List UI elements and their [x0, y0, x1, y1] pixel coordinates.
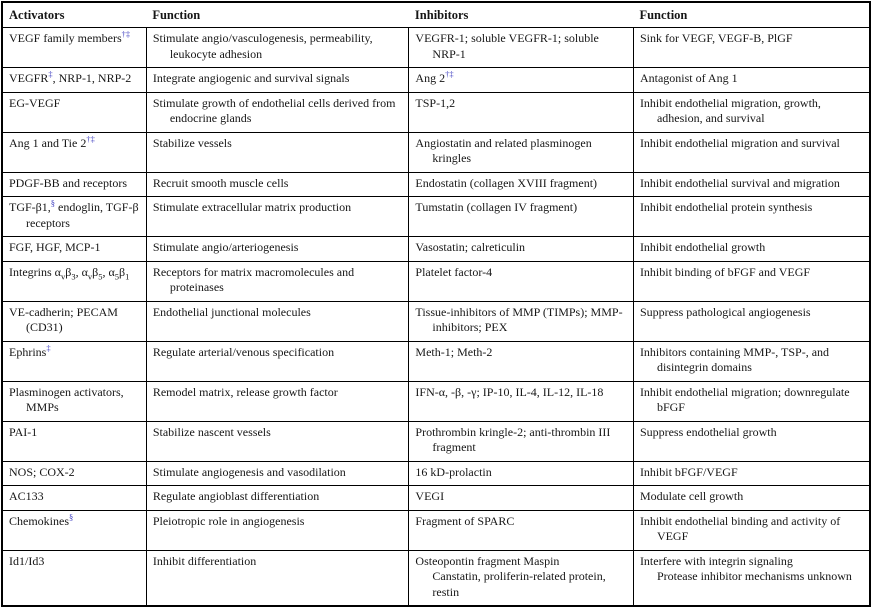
text-segment: Receptors for matrix macromolecules and proteinases [152, 264, 355, 294]
text-segment: Vasostatin; calreticulin [415, 240, 526, 254]
cell-inhibitor [409, 550, 634, 606]
cell-paragraph [640, 345, 863, 376]
table-row [2, 28, 870, 68]
cell-activator [2, 550, 146, 606]
cell-paragraph [415, 176, 627, 192]
text-segment: β [119, 264, 126, 279]
cell-inhibitor-function [633, 28, 870, 68]
footnote-marker: †‡ [445, 69, 454, 79]
cell-paragraph [415, 345, 627, 361]
text-segment: Pleiotropic role in angiogenesis [152, 513, 305, 528]
table-header [2, 2, 870, 28]
footnote-marker: ‡ [48, 69, 53, 79]
text-segment: VEGFR-1; soluble VEGFR-1; soluble NRP-1 [415, 31, 599, 61]
cell-inhibitor [409, 197, 634, 237]
cell-paragraph [153, 136, 403, 152]
cell-paragraph [415, 385, 627, 401]
text-segment: Stimulate angio/arteriogenesis [152, 240, 299, 254]
text-segment: , α [102, 264, 115, 279]
text-segment: Stimulate angiogenesis and vasodilation [152, 464, 346, 479]
cell-activator [2, 301, 146, 341]
cell-paragraph [415, 514, 627, 530]
cell-paragraph [657, 569, 863, 585]
cell-paragraph [415, 240, 627, 256]
header-inhibitor-function: Function [633, 2, 870, 28]
text-segment: Inhibit endothelial binding and activity of VEGF [639, 513, 841, 543]
cell-paragraph [153, 176, 403, 192]
cell-activator [2, 68, 146, 93]
cell-paragraph [153, 31, 403, 62]
cell-activator [2, 132, 146, 172]
text-segment: Modulate cell growth [639, 489, 744, 503]
subscript: v [87, 270, 93, 281]
cell-inhibitor-function [633, 486, 870, 511]
cell-activator [2, 421, 146, 461]
subscript: 3 [71, 270, 76, 281]
cell-activator [2, 486, 146, 511]
cell-activator [2, 92, 146, 132]
cell-paragraph [415, 554, 627, 570]
table-row [2, 172, 870, 197]
text-segment: Ephrins [9, 344, 47, 359]
text-segment: IFN-α, -β, -γ; IP-10, IL-4, IL-12, IL-18 [415, 384, 604, 399]
text-segment: Integrate angiogenic and survival signals [152, 71, 350, 85]
text-segment: Protease inhibitor mechanisms unknown [656, 569, 852, 583]
footnote-marker: § [50, 198, 56, 208]
cell-activator [2, 341, 146, 381]
text-segment: Stabilize nascent vessels [152, 424, 271, 439]
cell-activator-function [146, 132, 409, 172]
cell-paragraph [153, 71, 403, 87]
cell-activator-function [146, 237, 409, 262]
table-row [2, 132, 870, 172]
cell-paragraph [153, 200, 403, 216]
cell-paragraph [153, 465, 403, 481]
cell-paragraph [640, 514, 863, 545]
cell-activator [2, 261, 146, 301]
cell-paragraph [9, 176, 140, 192]
text-segment: , NRP-1, NRP-2 [52, 71, 132, 85]
cell-activator-function [146, 92, 409, 132]
cell-inhibitor-function [633, 68, 870, 93]
cell-paragraph [153, 345, 403, 361]
cell-paragraph [640, 489, 863, 505]
cell-paragraph [153, 489, 403, 505]
cell-inhibitor [409, 68, 634, 93]
table-row [2, 421, 870, 461]
text-segment: Ang 2 [415, 71, 446, 85]
text-segment: Endothelial junctional molecules [152, 304, 311, 319]
subscript: 1 [125, 270, 130, 281]
cell-paragraph [9, 554, 140, 570]
text-segment: Regulate angioblast differentiation [152, 489, 320, 503]
cell-activator-function [146, 341, 409, 381]
text-segment: EG-VEGF [9, 95, 61, 110]
header-row [2, 2, 870, 28]
text-segment: Endostatin (collagen XVIII fragment) [415, 175, 598, 190]
cell-activator-function [146, 381, 409, 421]
footnote-marker: § [69, 511, 74, 522]
footnote-marker: †‡ [86, 133, 95, 144]
cell-paragraph [153, 385, 403, 401]
cell-activator-function [146, 301, 409, 341]
cell-paragraph [640, 240, 863, 256]
text-segment: Platelet factor-4 [415, 264, 493, 279]
cell-paragraph [153, 265, 403, 296]
text-segment: VEGFR [9, 71, 49, 85]
text-segment: Recruit smooth muscle cells [152, 175, 289, 190]
text-segment: Inhibit endothelial migration; downregulate bFGF [639, 384, 850, 414]
cell-paragraph [9, 240, 140, 256]
cell-inhibitor [409, 28, 634, 68]
text-segment: Inhibit endothelial growth [639, 240, 766, 254]
cell-activator-function [146, 28, 409, 68]
table-body [2, 28, 870, 607]
text-segment: Sink for VEGF, VEGF-B, PlGF [639, 31, 793, 45]
cell-activator-function [146, 421, 409, 461]
cell-inhibitor [409, 172, 634, 197]
cell-inhibitor [409, 341, 634, 381]
cell-paragraph [640, 265, 863, 281]
text-segment: VEGI [415, 489, 445, 503]
text-segment: Tumstatin (collagen IV fragment) [415, 200, 578, 214]
text-segment: endoglin, TGF-β receptors [26, 200, 139, 230]
cell-activator-function [146, 486, 409, 511]
cell-activator [2, 197, 146, 237]
table-row [2, 301, 870, 341]
cell-paragraph [640, 554, 863, 570]
cell-paragraph [153, 554, 403, 570]
text-segment: Suppress endothelial growth [639, 424, 777, 439]
text-segment: Inhibit endothelial migration and survival [639, 135, 840, 150]
cell-activator [2, 28, 146, 68]
subscript: 5 [98, 270, 103, 281]
cell-paragraph [415, 425, 627, 456]
cell-activator-function [146, 172, 409, 197]
text-segment: Inhibitors containing MMP-, TSP-, and disintegrin domains [639, 344, 830, 374]
cell-inhibitor-function [633, 172, 870, 197]
text-segment: Id1/Id3 [9, 553, 45, 568]
text-segment: Fragment of SPARC [415, 513, 515, 528]
cell-paragraph [640, 385, 863, 416]
cell-inhibitor-function [633, 421, 870, 461]
cell-paragraph [9, 489, 140, 505]
cell-paragraph [9, 265, 140, 281]
cell-paragraph [9, 96, 140, 112]
cell-activator-function [146, 510, 409, 550]
subscript: v [60, 270, 66, 281]
text-segment: Inhibit endothelial migration, growth, adhesion, and survival [639, 95, 821, 125]
footnote-marker: ‡ [46, 342, 51, 353]
cell-inhibitor-function [633, 550, 870, 606]
table-row [2, 237, 870, 262]
cell-paragraph [9, 425, 140, 441]
cell-paragraph [640, 136, 863, 152]
text-segment: Remodel matrix, release growth factor [152, 384, 338, 399]
cell-paragraph [9, 385, 140, 416]
cell-paragraph [415, 136, 627, 167]
text-segment: Integrins α [9, 264, 61, 279]
cell-inhibitor [409, 461, 634, 486]
cell-paragraph [153, 96, 403, 127]
activators-inhibitors-table [1, 1, 871, 607]
table-row [2, 68, 870, 93]
table-row [2, 92, 870, 132]
text-segment: Interfere with integrin signaling [639, 553, 793, 568]
cell-paragraph [9, 465, 140, 481]
cell-activator-function [146, 197, 409, 237]
cell-activator-function [146, 550, 409, 606]
text-segment: Inhibit endothelial protein synthesis [639, 200, 813, 214]
table-row [2, 197, 870, 237]
cell-paragraph [153, 305, 403, 321]
text-segment: Inhibit bFGF/VEGF [639, 464, 738, 479]
text-segment: TSP-1,2 [415, 95, 456, 110]
cell-inhibitor [409, 132, 634, 172]
text-segment: Inhibit binding of bFGF and VEGF [639, 264, 811, 279]
text-segment: Antagonist of Ang 1 [639, 71, 738, 85]
text-segment: FGF, HGF, MCP-1 [9, 240, 101, 254]
cell-inhibitor [409, 486, 634, 511]
text-segment: TGF-β1, [9, 200, 51, 214]
cell-activator-function [146, 261, 409, 301]
text-segment: Regulate arterial/venous specification [152, 344, 335, 359]
text-segment: Inhibit differentiation [152, 553, 257, 568]
cell-inhibitor [409, 301, 634, 341]
cell-activator [2, 237, 146, 262]
cell-paragraph [9, 31, 140, 47]
cell-paragraph [9, 200, 140, 231]
text-segment: VEGF family members [9, 31, 122, 45]
cell-paragraph [640, 176, 863, 192]
table-row [2, 510, 870, 550]
cell-activator [2, 172, 146, 197]
cell-paragraph [640, 31, 863, 47]
header-activators: Activators [2, 2, 146, 28]
subscript: 5 [114, 270, 120, 281]
cell-paragraph [415, 200, 627, 216]
table-row [2, 341, 870, 381]
text-segment: Stimulate angio/vasculogenesis, permeability, leukocyte adhesion [152, 31, 373, 61]
text-segment: Stimulate extracellular matrix production [152, 200, 352, 214]
cell-inhibitor-function [633, 197, 870, 237]
cell-paragraph [415, 31, 627, 62]
cell-activator-function [146, 68, 409, 93]
table-row [2, 461, 870, 486]
cell-inhibitor-function [633, 461, 870, 486]
text-segment: Stabilize vessels [152, 135, 232, 150]
cell-paragraph [640, 200, 863, 216]
cell-paragraph [9, 342, 140, 361]
text-segment: AC133 [9, 489, 44, 503]
text-segment: Chemokines [9, 513, 69, 528]
footnote-marker: †‡ [121, 29, 131, 39]
text-segment: Inhibit endothelial survival and migration [639, 175, 840, 190]
text-segment: β [65, 264, 72, 279]
cell-activator [2, 510, 146, 550]
header-activator-function: Function [146, 2, 409, 28]
cell-inhibitor [409, 92, 634, 132]
text-segment: Canstatin, proliferin-related protein, restin [432, 569, 606, 599]
cell-paragraph [415, 489, 627, 505]
text-segment: Angiostatin and related plasminogen kringles [415, 135, 592, 165]
cell-inhibitor-function [633, 381, 870, 421]
header-inhibitors: Inhibitors [409, 2, 634, 28]
text-segment: VE-cadherin; PECAM (CD31) [9, 304, 118, 334]
cell-paragraph [640, 305, 863, 321]
cell-paragraph [9, 305, 140, 336]
table-row [2, 381, 870, 421]
cell-paragraph [415, 305, 627, 336]
cell-paragraph [415, 71, 627, 87]
text-segment: Prothrombin kringle-2; anti-thrombin III fragment [415, 424, 611, 454]
cell-paragraph [9, 511, 140, 530]
cell-inhibitor-function [633, 301, 870, 341]
table-row [2, 261, 870, 301]
cell-inhibitor [409, 510, 634, 550]
cell-paragraph [432, 569, 627, 600]
cell-inhibitor-function [633, 92, 870, 132]
cell-activator [2, 381, 146, 421]
table-row [2, 486, 870, 511]
cell-paragraph [640, 425, 863, 441]
text-segment: Tissue-inhibitors of MMP (TIMPs); MMP-inhibitors; PEX [415, 304, 623, 334]
table-row [2, 550, 870, 606]
text-segment: Plasminogen activators, MMPs [9, 384, 124, 414]
cell-inhibitor [409, 421, 634, 461]
cell-paragraph [640, 96, 863, 127]
cell-paragraph [153, 514, 403, 530]
cell-paragraph [153, 425, 403, 441]
cell-activator [2, 461, 146, 486]
cell-activator-function [146, 461, 409, 486]
text-segment: NOS; COX-2 [9, 464, 75, 479]
cell-paragraph [9, 71, 140, 87]
cell-inhibitor-function [633, 261, 870, 301]
text-segment: Meth-1; Meth-2 [415, 344, 493, 359]
text-segment: Stimulate growth of endothelial cells derived from endocrine glands [152, 95, 396, 125]
cell-inhibitor-function [633, 510, 870, 550]
cell-inhibitor [409, 261, 634, 301]
text-segment: β [92, 264, 99, 279]
cell-paragraph [415, 265, 627, 281]
cell-inhibitor [409, 381, 634, 421]
cell-inhibitor-function [633, 341, 870, 381]
text-segment: 16 kD-prolactin [415, 464, 492, 479]
text-segment: Suppress pathological angiogenesis [639, 304, 811, 319]
cell-paragraph [640, 71, 863, 87]
cell-paragraph [415, 465, 627, 481]
text-segment: Osteopontin fragment Maspin [415, 553, 560, 568]
cell-paragraph [640, 465, 863, 481]
cell-paragraph [415, 96, 627, 112]
cell-inhibitor-function [633, 237, 870, 262]
text-segment: Ang 1 and Tie 2 [9, 135, 87, 150]
text-segment: , α [75, 264, 88, 279]
cell-paragraph [9, 133, 140, 152]
cell-paragraph [153, 240, 403, 256]
text-segment: PDGF-BB and receptors [9, 175, 127, 190]
text-segment: PAI-1 [9, 424, 38, 439]
cell-inhibitor-function [633, 132, 870, 172]
cell-inhibitor [409, 237, 634, 262]
